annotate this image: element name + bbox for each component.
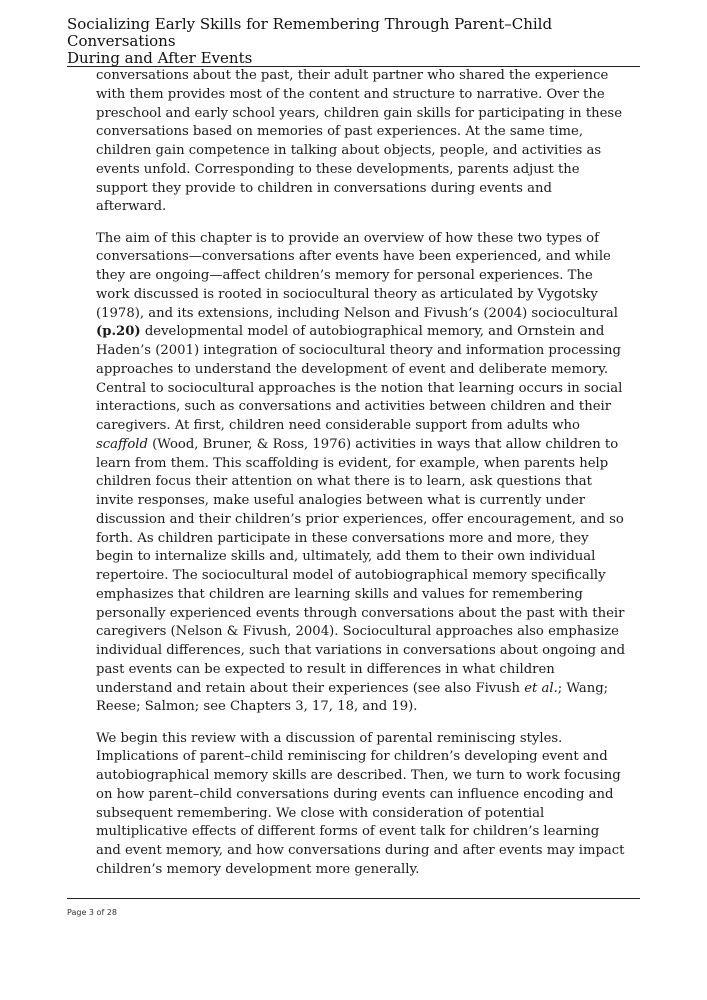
running-title-line2: During and After Events [67, 49, 253, 67]
paragraph-3: We begin this review with a discussion of parental reminiscing styles. Implications of parent–child reminiscing for children’s developing event and autobiographical memory skills are described. Then, we turn to work focusing on how parent–child conversations during events can influence encoding and subsequent remembering. We close with consideration of potential multiplicative effects of different forms of event talk for children’s learning and event memory, and how conversations during and after events may impact children’s memory development more generally. [96, 730, 625, 877]
paragraph-2-text-d: ; Wang; Reese; Salmon; see Chapters 3, 17, 18, and 19). [96, 680, 609, 715]
italic-term: scaffold [96, 436, 148, 452]
footer-divider [67, 898, 640, 899]
paragraph-2-text-c: (Wood, Bruner, & Ross, 1976) activities in ways that allow children to learn from them. This scaffolding is evident, for example, when parents help children focus their attention on what there is to learn, ask questions that invite responses, make useful analogies between what is currently under discussion and their children’s prior experiences, offer encouragement, and so forth. As children participate in these conversations more and more, they begin to internalize skills and, ultimately, add them to their own individual repertoire. The sociocultural model of autobiographical memory specifically emphasizes that children are learning skills and values for remembering personally experienced events through conversations about the past with their caregivers (Nelson & Fivush, 2004). Sociocultural approaches also emphasize individual differences, such that variations in conversations about ongoing and past events can be expected to result in differences in what children understand and retain about their experiences (see also Fivush [96, 436, 626, 696]
paragraph-2-text-b: developmental model of autobiographical memory, and Ornstein and Haden’s (2001) integration of sociocultural theory and information processing approaches to understand the development of event and deliberate memory. Central to sociocultural approaches is the notion that learning occurs in social interactions, such as conversations and activities between children and their caregivers. At first, children need considerable support from adults who [96, 324, 623, 433]
running-title [67, 16, 647, 67]
body-text [96, 67, 626, 892]
paragraph-1: conversations about the past, their adult partner who shared the experience with them provides most of the content and structure to narrative. Over the preschool and early school years, children gain skills for participating in these conversations based on memories of past experiences. At the same time, children gain competence in talking about objects, people, and activities as events unfold. Corresponding to these developments, parents adjust the support they provide to children in conversations during events and afterward. [96, 68, 623, 215]
paragraph-2-text-a: The aim of this chapter is to provide an overview of how these two types of conversations—conversations after events have been experienced, and while they are ongoing—affect children’s memory for personal experiences. The work discussed is rooted in sociocultural theory as articulated by Vygotsky (1978), and its extensions, including Nelson and Fivush’s (2004) sociocultural [96, 230, 618, 321]
italic-et-al: et al. [524, 680, 558, 696]
page-number: Page 3 of 28 [67, 908, 117, 917]
page-marker: (p.20) [96, 324, 141, 340]
running-title-line1: Socializing Early Skills for Remembering Through Parent–Child Conversations [67, 15, 553, 50]
paragraph-2 [96, 230, 626, 718]
